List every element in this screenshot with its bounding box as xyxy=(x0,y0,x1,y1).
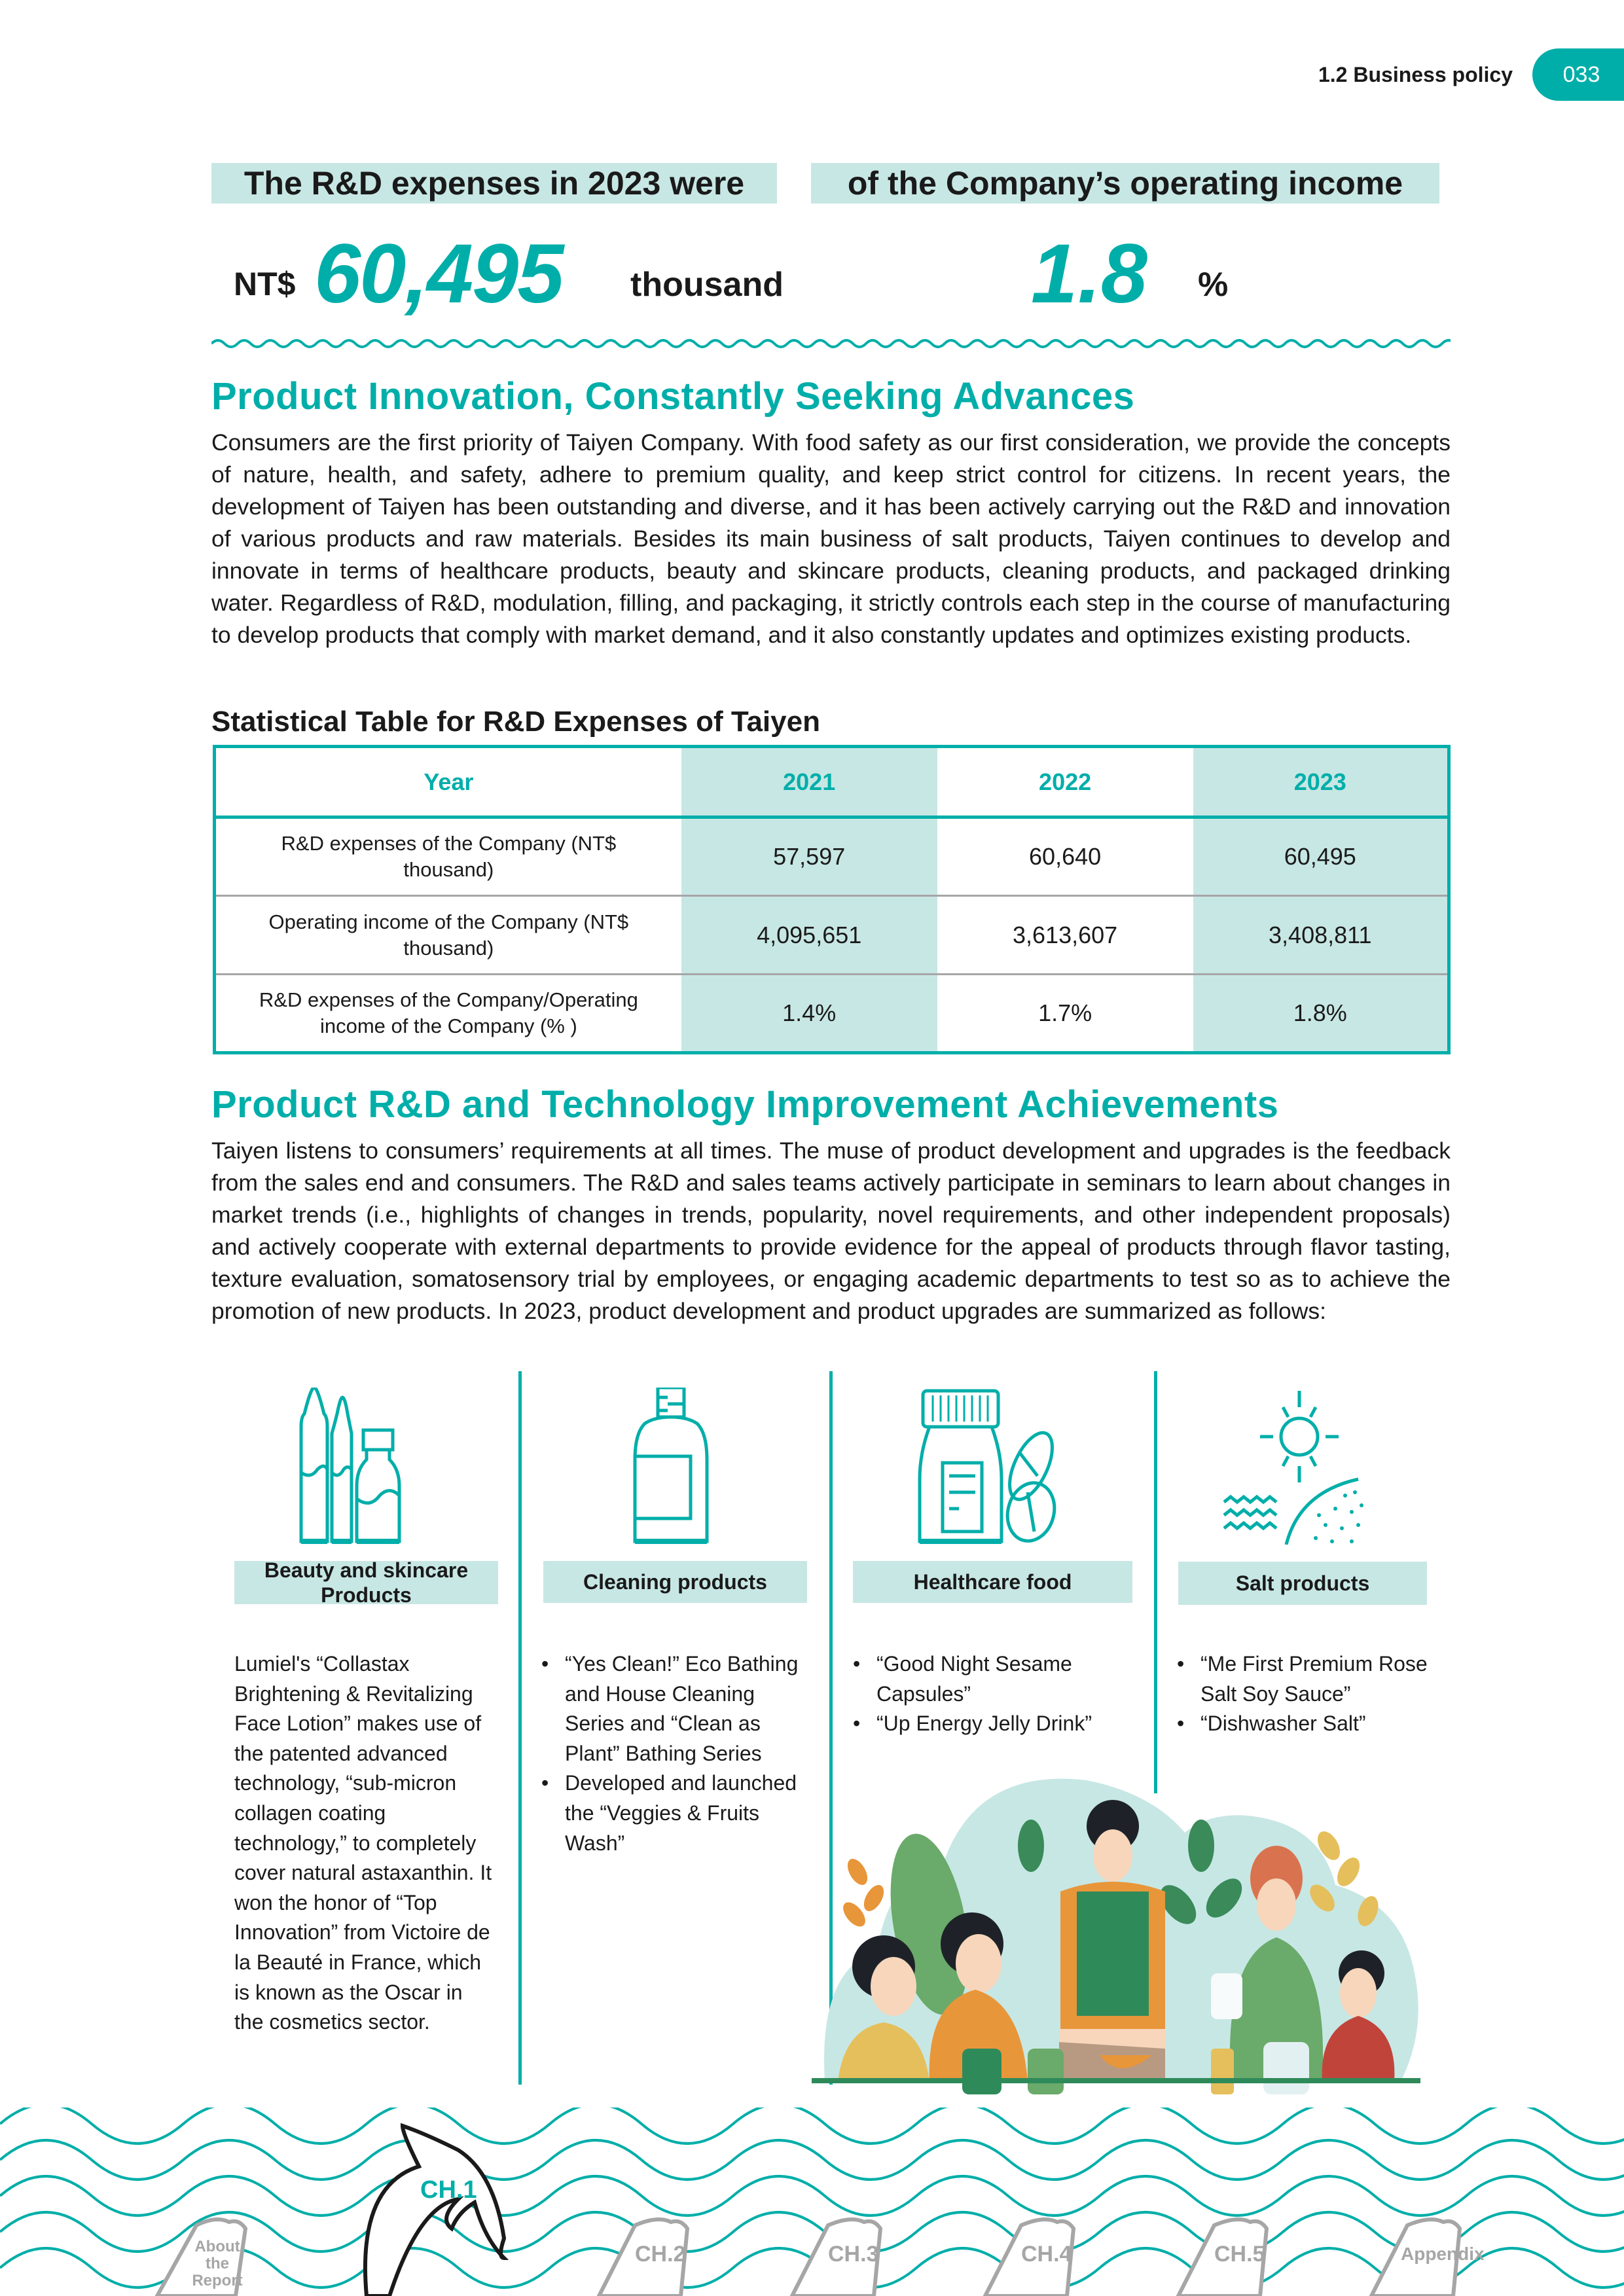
header-2022: 2022 xyxy=(937,747,1193,817)
skincare-bottles-icon xyxy=(298,1388,455,1545)
category-label-healthcare: Healthcare food xyxy=(853,1561,1132,1603)
header-year: Year xyxy=(215,747,681,817)
wavy-divider xyxy=(211,337,1451,350)
section-heading-innovation: Product Innovation, Constantly Seeking Advances xyxy=(211,375,1135,418)
unit-label: thousand xyxy=(630,266,784,304)
table-row xyxy=(215,975,1449,1053)
nav-ch5[interactable]: CH.5 xyxy=(1214,2242,1265,2267)
table-title: Statistical Table for R&D Expenses of Taiyen xyxy=(211,706,820,738)
cell: 1.4% xyxy=(681,975,937,1053)
cell: 3,613,607 xyxy=(937,896,1193,975)
healthcare-list xyxy=(853,1649,1147,1739)
cell: 1.8% xyxy=(1193,975,1449,1053)
row-label: R&D expenses of the Company/Operating income of the Company (% ) xyxy=(259,988,638,1037)
page-number-badge: 033 xyxy=(1532,48,1624,101)
cell: 3,408,811 xyxy=(1193,896,1449,975)
cell: 60,640 xyxy=(937,817,1193,896)
achievements-paragraph: Taiyen listens to consumers’ requirements at all times. The muse of product development and upgrades is the feedback from the sales end and consumers. The R&D and sales teams actively participate in seminars to learn about changes in market trends (i.e., highlights of changes in trends, popularity, novel requirements, and other independent proposals) and actively cooperate with external departments to provide evidence for the appeal of products through flavor tasting, texture evaluation, somatosensory trial by employees, or engaging academic departments to test so as to achieve the promotion of new products. In 2023, product development and product upgrades are summarized as follows: xyxy=(211,1138,1451,1324)
list-item: • “Yes Clean!” Eco Bathing and House Cleaning Series and “Clean as Plant” Bathing Series xyxy=(541,1649,816,1768)
salt-list xyxy=(1177,1649,1452,1739)
cell: 60,495 xyxy=(1193,817,1449,896)
table-row xyxy=(215,896,1449,975)
footer-wave-nav xyxy=(0,2108,1624,2296)
list-item: • “Me First Premium Rose Salt Soy Sauce” xyxy=(1177,1649,1452,1709)
nav-ch3[interactable]: CH.3 xyxy=(828,2242,879,2267)
ratio-unit: % xyxy=(1198,266,1229,304)
sun-salt-field-icon xyxy=(1221,1388,1398,1545)
row-label: Operating income of the Company (NT$ thousand) xyxy=(215,896,681,975)
column-divider xyxy=(518,1371,522,2085)
nav-ch1-active[interactable]: CH.1 xyxy=(420,2176,477,2204)
nav-about-report[interactable]: About the Report xyxy=(192,2238,243,2289)
cell: 1.7% xyxy=(1038,999,1092,1026)
header-2023: 2023 xyxy=(1193,747,1449,817)
operating-income-caption: of the Company’s operating income xyxy=(811,163,1439,204)
currency-label: NT$ xyxy=(234,266,296,302)
table-row xyxy=(215,817,1449,896)
rd-ratio-value: 1.8 xyxy=(1031,227,1147,321)
table-header-row xyxy=(215,747,1449,817)
column-divider xyxy=(1154,1371,1157,1793)
cell: 57,597 xyxy=(681,817,937,896)
rd-expense-table xyxy=(213,745,1451,1054)
rd-expense-amount: 60,495 xyxy=(314,227,563,321)
rd-expense-caption: The R&D expenses in 2023 were xyxy=(211,163,777,204)
list-item: • “Up Energy Jelly Drink” xyxy=(853,1709,1147,1739)
cell: 4,095,651 xyxy=(681,896,937,975)
list-item: • “Dishwasher Salt” xyxy=(1177,1709,1452,1739)
beauty-description: Lumiel's “Collastax Brightening & Revitalizing Face Lotion” makes use of the patented advanced technology, “sub-micron collagen coating technology,” to completely cover natural astaxanthin. It won the honor of “Top Innovation” from Victoire de la Beauté in France, which is known as the Oscar in the cosmetics sector. xyxy=(234,1652,492,2034)
section-heading-achievements: Product R&D and Technology Improvement Achievements xyxy=(211,1083,1279,1126)
category-label-salt: Salt products xyxy=(1178,1562,1427,1605)
nav-ch2[interactable]: CH.2 xyxy=(635,2242,686,2267)
section-title: 1.2 Business policy xyxy=(1318,63,1513,86)
list-item: • Developed and launched the “Veggies & Fruits Wash” xyxy=(541,1768,816,1858)
team-illustration xyxy=(812,1741,1466,2094)
nav-appendix[interactable]: Appendix xyxy=(1401,2244,1485,2264)
header-2021: 2021 xyxy=(681,747,937,817)
nav-ch4[interactable]: CH.4 xyxy=(1021,2242,1072,2267)
category-label-cleaning: Cleaning products xyxy=(543,1561,807,1603)
category-label-beauty: Beauty and skincare Products xyxy=(234,1561,498,1604)
list-item: • “Good Night Sesame Capsules” xyxy=(853,1649,1147,1709)
innovation-paragraph: Consumers are the first priority of Taiyen Company. With food safety as our first consideration, we provide the concepts of nature, health, and safety, adhere to premium quality, and keep strict control for citizens. In recent years, the development of Taiyen has been outstanding and diverse, and it has been actively carrying out the R&D and innovation of various products and raw materials. Besides its main business of salt products, Taiyen continues to develop and innovate in terms of healthcare products, beauty and skincare products, cleaning products, and packaged drinking water. Regardless of R&D, modulation, filling, and packaging, it strictly controls each step in the course of manufacturing to develop products that comply with market demand, and it also constantly updates and optimizes existing products. xyxy=(211,429,1451,648)
row-label: R&D expenses of the Company (NT$ thousand) xyxy=(215,817,681,896)
cleaning-bottle-icon xyxy=(628,1388,727,1545)
supplement-bottle-icon xyxy=(916,1388,1087,1548)
cleaning-list xyxy=(541,1649,816,1858)
